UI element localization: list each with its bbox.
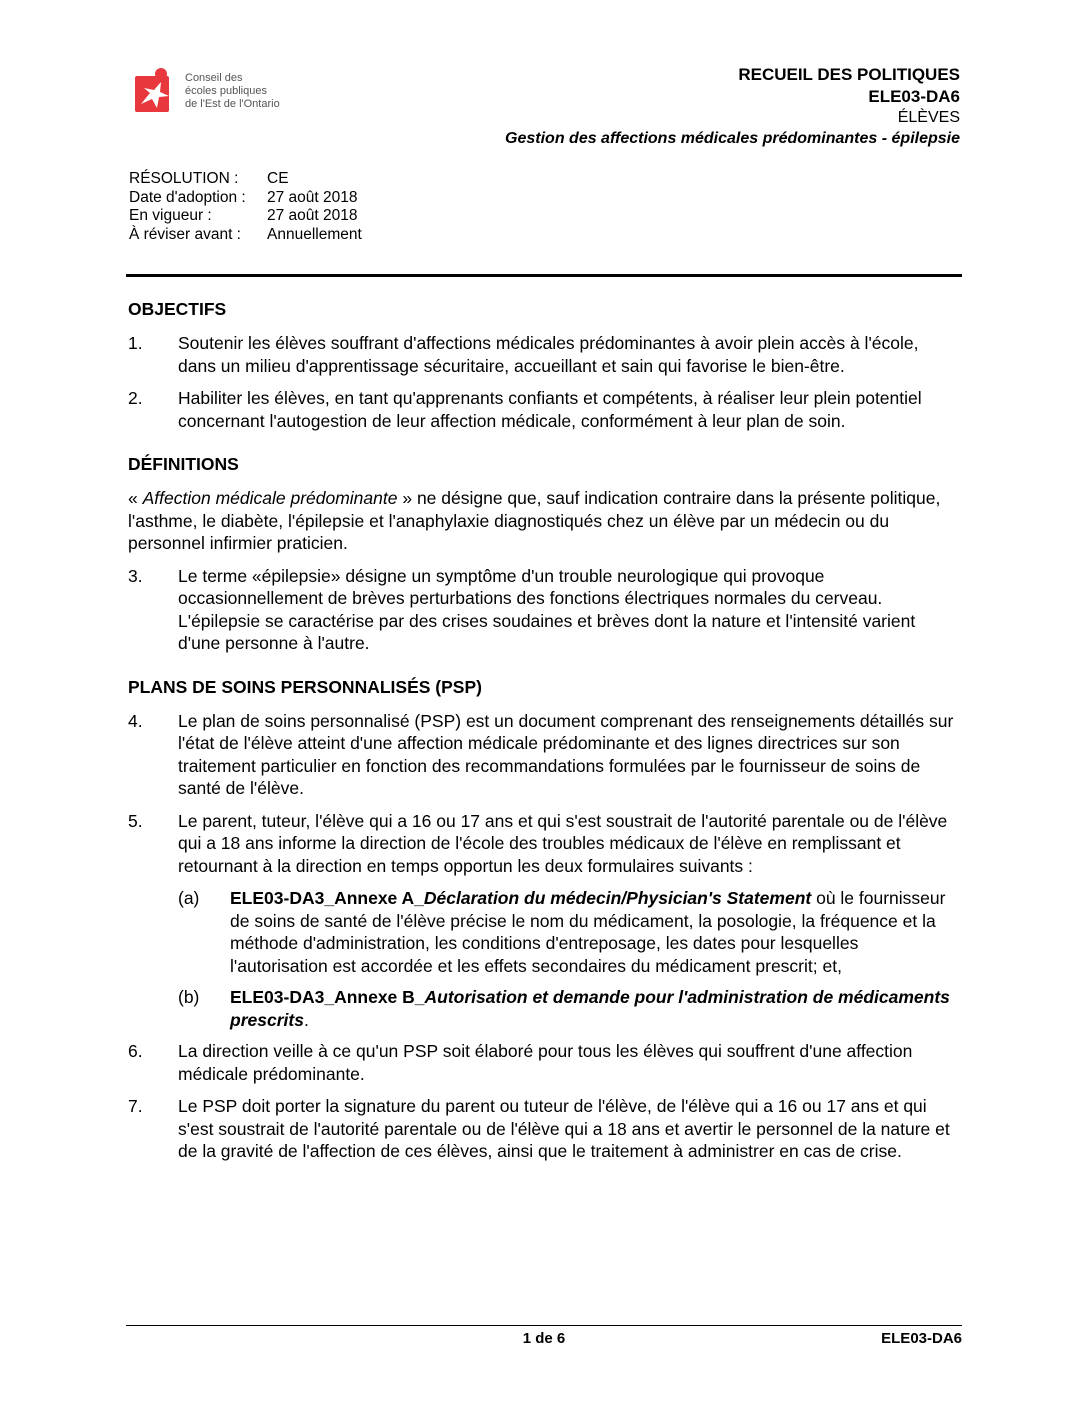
meta-vigueur [129, 207, 362, 226]
meta-label: Date d'adoption : [129, 188, 246, 206]
section-heading: PLANS DE SOINS PERSONNALISÉS (PSP) [128, 676, 482, 697]
sub-item-body: où le fournisseur de soins de santé de l'élève précise le nom du médicament, la posologie, la fréquence et la méthode d'administration, les conditions d'entreposage, les dates pour lesquelles l'autorisation est accordée et les effets secondaires du médicament prescrit; et, [230, 888, 946, 976]
section-objectifs [128, 297, 960, 432]
item-number: 4. [128, 710, 143, 731]
sub-item-text [230, 887, 960, 977]
list-item [128, 1095, 960, 1163]
item-text: Le parent, tuteur, l'élève qui a 16 ou 17 ans et qui s'est soustrait de l'autorité parentale ou de l'élève qui a 18 ans informe la direction de l'école des troubles médicaux de l'élève en remplissant et retournant à la direction en temps opportun les deux formulaires suivants : [178, 810, 948, 876]
meta-value: 27 août 2018 [267, 188, 358, 206]
sub-item-letter: (a) [178, 888, 200, 908]
logo-text [185, 72, 280, 111]
sub-item-b [178, 986, 960, 1031]
section-psp [128, 675, 960, 1163]
form-title: Autorisation et demande pour l'administration de médicaments prescrits [230, 987, 950, 1030]
list-item [128, 332, 960, 377]
footer-divider [126, 1325, 962, 1326]
collection-title: RECUEIL DES POLITIQUES [738, 65, 960, 84]
cepeo-logo-icon [131, 66, 179, 116]
document-header [505, 63, 960, 149]
item-number: 5. [128, 810, 143, 831]
document-category: ÉLÈVES [897, 109, 960, 126]
defined-term: Affection médicale prédominante [142, 488, 398, 508]
meta-adoption [129, 189, 362, 208]
item-number: 2. [128, 388, 143, 408]
form-code: ELE03-DA3_Annexe A_ [230, 888, 424, 908]
meta-value: Annuellement [267, 225, 362, 243]
logo-line-1: Conseil des [185, 72, 243, 84]
form-title: Déclaration du médecin/Physician's Statement [423, 888, 812, 908]
sub-item-a [178, 887, 960, 977]
list-item [128, 565, 960, 655]
list-item [128, 387, 960, 432]
meta-resolution [129, 170, 362, 189]
document-body [128, 297, 960, 1183]
form-code: ELE03-DA3_Annexe B_ [230, 987, 425, 1007]
item-text: Habiliter les élèves, en tant qu'apprenants confiants et compétents, à réaliser leur plein potentiel concernant l'autogestion de leur affection médicale, conformément à leur plan de soin. [178, 388, 922, 431]
item-text: La direction veille à ce qu'un PSP soit élaboré pour tous les élèves qui souffrent d'une affection médicale prédominante. [178, 1041, 913, 1084]
sub-item-body: . [303, 1009, 309, 1030]
logo [131, 66, 331, 116]
definition-paragraph [128, 487, 960, 555]
document-subtitle: Gestion des affections médicales prédominantes - épilepsie [505, 130, 960, 147]
item-number: 3. [128, 565, 143, 586]
item-text: Le terme «épilepsie» désigne un symptôme d'un trouble neurologique qui provoque occasionnellement de brèves perturbations des fonctions électriques normales du cerveau. L'épilepsie se caractérise par des crises soudaines et brèves dont la nature et l'intensité varient d'une personne à l'autre. [178, 565, 916, 653]
page-number: 1 de 6 [522, 1330, 566, 1347]
item-text: Le plan de soins personnalisé (PSP) est un document comprenant des renseignements détaillés sur l'état de l'élève atteint d'une affection médicale prédominante et des lignes directrices sur son traitement particulier en fonction des recommandations formulées par le fournisseur de soins de santé de l'élève. [178, 710, 954, 798]
item-number: 6. [128, 1041, 143, 1061]
list-item [128, 810, 960, 878]
meta-value: 27 août 2018 [267, 207, 358, 224]
metadata-block [129, 170, 362, 244]
sub-item-letter: (b) [178, 987, 200, 1007]
document-code: ELE03-DA6 [868, 87, 960, 106]
logo-line-2: écoles publiques [185, 85, 267, 97]
section-definitions [128, 452, 960, 655]
definition-text: » ne désigne que, sauf indication contraire dans la présente politique, l'asthme, le diabète, l'épilepsie et l'anaphylaxie diagnostiqués chez un élève par un médecin ou du personnel infirmier praticien. [128, 488, 941, 553]
meta-label: En vigueur : [129, 207, 212, 224]
footer-code: ELE03-DA6 [881, 1330, 962, 1347]
item-number: 1. [128, 333, 143, 353]
sub-item-text [230, 986, 960, 1031]
meta-label: À réviser avant : [129, 225, 241, 243]
meta-label: RÉSOLUTION : [129, 170, 239, 187]
list-item [128, 1040, 960, 1085]
item-text: Soutenir les élèves souffrant d'affections médicales prédominantes à avoir plein accès à l'école, dans un milieu d'apprentissage sécuritaire, accueillant et sain qui favorise le bien-être. [178, 333, 919, 376]
quote-open: « [128, 488, 143, 508]
header-divider [126, 274, 962, 277]
item-text: Le PSP doit porter la signature du parent ou tuteur de l'élève, de l'élève qui a 16 ou 17 ans et qui s'est soustrait de l'autorité parentale ou de l'élève qui a 18 ans et avertir le personnel de la nature et de la gravité de l'affection de ces élèves, ainsi que le traitement à administrer en cas de crise. [178, 1096, 950, 1161]
meta-reviser [129, 226, 362, 245]
list-item [128, 710, 960, 800]
section-heading: OBJECTIFS [128, 299, 227, 319]
item-number: 7. [128, 1096, 143, 1116]
logo-line-3: de l'Est de l'Ontario [185, 98, 280, 110]
meta-value: CE [267, 170, 289, 187]
section-heading: DÉFINITIONS [128, 454, 239, 474]
